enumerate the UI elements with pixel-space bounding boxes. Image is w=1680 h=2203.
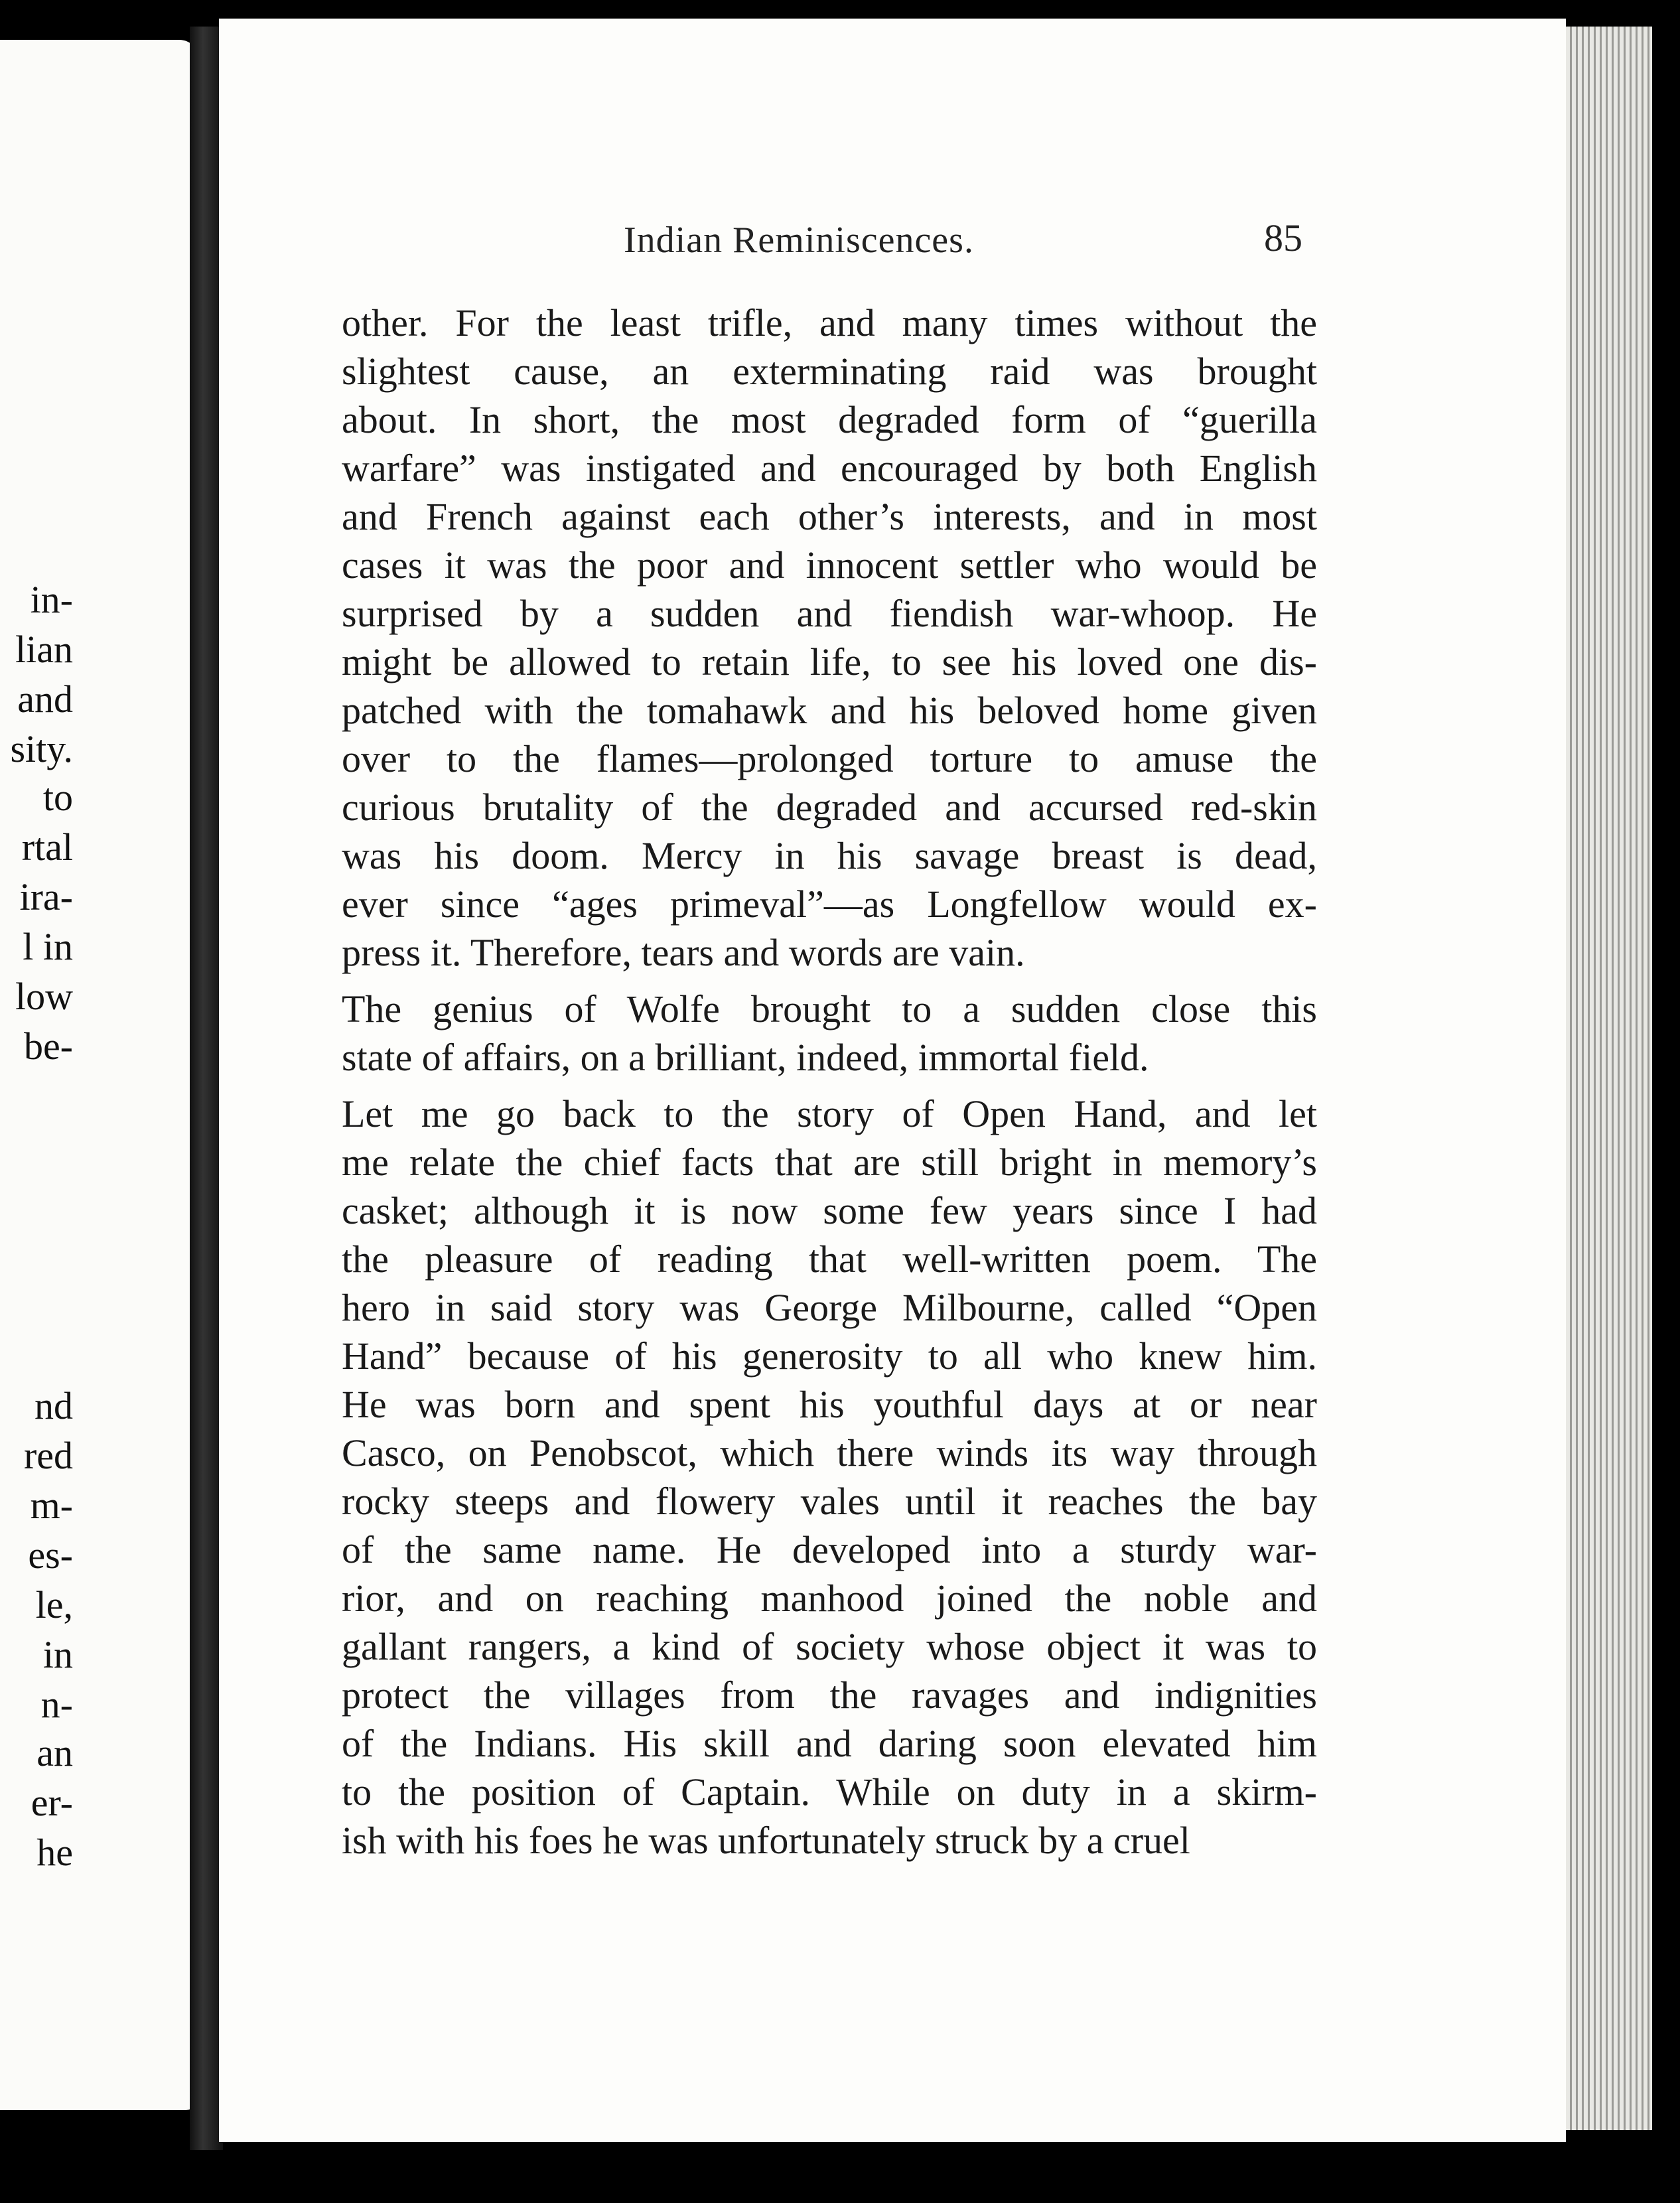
left-page-fragment: m- <box>30 1484 73 1527</box>
left-page-fragment: in <box>42 1633 73 1676</box>
text-line: curious brutality of the degraded and accursed red-skin <box>342 786 1317 829</box>
text-line: patched with the tomahawk and his beloved home given <box>342 689 1317 732</box>
text-line: and French against each other’s interests, and in most <box>342 495 1317 538</box>
paragraph <box>342 299 1317 977</box>
text-line: He was born and spent his youthful days at or near <box>342 1383 1317 1426</box>
text-line: state of affairs, on a brilliant, indeed, immortal field. <box>342 1036 1149 1079</box>
left-page-fragment: le, <box>35 1583 73 1626</box>
text-line: surprised by a sudden and fiendish war-whoop. He <box>342 592 1317 635</box>
text-line: the pleasure of reading that well-written poem. The <box>342 1238 1317 1281</box>
text-line: rocky steeps and flowery vales until it reaches the bay <box>342 1480 1317 1523</box>
text-line: casket; although it is now some few years since I had <box>342 1189 1317 1232</box>
left-page-fragment: low <box>15 975 73 1018</box>
page-edges <box>1566 27 1652 2130</box>
left-page-fragment: in- <box>30 578 73 621</box>
text-line: me relate the chief facts that are still bright in memory’s <box>342 1141 1317 1184</box>
text-line: slightest cause, an exterminating raid was brought <box>342 350 1317 393</box>
text-line: hero in said story was George Milbourne, called “Open <box>342 1286 1317 1329</box>
left-page-fragment: er- <box>31 1781 73 1824</box>
text-line: to the position of Captain. While on duty in a skirm- <box>342 1770 1317 1813</box>
text-line: press it. Therefore, tears and words are vain. <box>342 931 1025 974</box>
left-page-fragment: and <box>17 677 73 721</box>
page-number: 85 <box>1264 216 1302 259</box>
left-page-fragment: nd <box>35 1384 73 1427</box>
text-line: was his doom. Mercy in his savage breast is dead, <box>342 834 1317 877</box>
text-line: about. In short, the most degraded form of “guerilla <box>342 398 1317 441</box>
text-line: gallant rangers, a kind of society whose object it was to <box>342 1625 1317 1668</box>
left-page-fragment: ira- <box>19 875 73 918</box>
text-line: might be allowed to retain life, to see his loved one dis- <box>342 640 1317 683</box>
left-page-fragment: rtal <box>21 825 73 869</box>
left-page-fragment: lian <box>15 628 73 671</box>
text-line: Hand” because of his generosity to all who knew him. <box>342 1334 1317 1378</box>
text-line: warfare” was instigated and encouraged by both English <box>342 447 1317 490</box>
left-page-fragment: an <box>36 1731 73 1774</box>
left-page-fragment: to <box>42 776 73 819</box>
text-line: Let me go back to the story of Open Hand, and let <box>342 1092 1317 1135</box>
text-line: over to the flames—prolonged torture to amuse the <box>342 737 1317 780</box>
text-line: cases it was the poor and innocent settler who would be <box>342 543 1317 587</box>
paragraph <box>342 1090 1317 1865</box>
paragraph <box>342 985 1317 1082</box>
left-page-fragment: he <box>36 1831 73 1874</box>
text-line: ever since “ages primeval”—as Longfellow would ex- <box>342 883 1317 926</box>
running-title: Indian Reminiscences. <box>624 220 974 261</box>
left-page-fragment: l in <box>23 925 73 968</box>
left-page-fragment: red <box>23 1434 73 1477</box>
text-line: The genius of Wolfe brought to a sudden close this <box>342 987 1317 1030</box>
left-facing-page <box>0 40 199 2110</box>
body-text <box>342 299 1317 1865</box>
book-gutter <box>190 27 223 2150</box>
text-line: Casco, on Penobscot, which there winds its way through <box>342 1431 1317 1474</box>
paragraph-gap <box>342 977 1317 985</box>
paragraph-gap <box>342 1082 1317 1090</box>
text-line: of the Indians. His skill and daring soon elevated him <box>342 1722 1317 1765</box>
text-line: other. For the least trifle, and many times without the <box>342 301 1317 344</box>
text-line: rior, and on reaching manhood joined the noble and <box>342 1577 1317 1620</box>
left-page-fragment: es- <box>28 1533 73 1577</box>
left-page-fragment: sity. <box>10 727 73 770</box>
text-line: of the same name. He developed into a sturdy war- <box>342 1528 1317 1571</box>
left-page-fragment: n- <box>40 1683 73 1726</box>
text-line: ish with his foes he was unfortunately struck by a cruel <box>342 1819 1190 1862</box>
text-line: protect the villages from the ravages and indignities <box>342 1673 1317 1717</box>
left-page-fragment: be- <box>23 1025 73 1068</box>
